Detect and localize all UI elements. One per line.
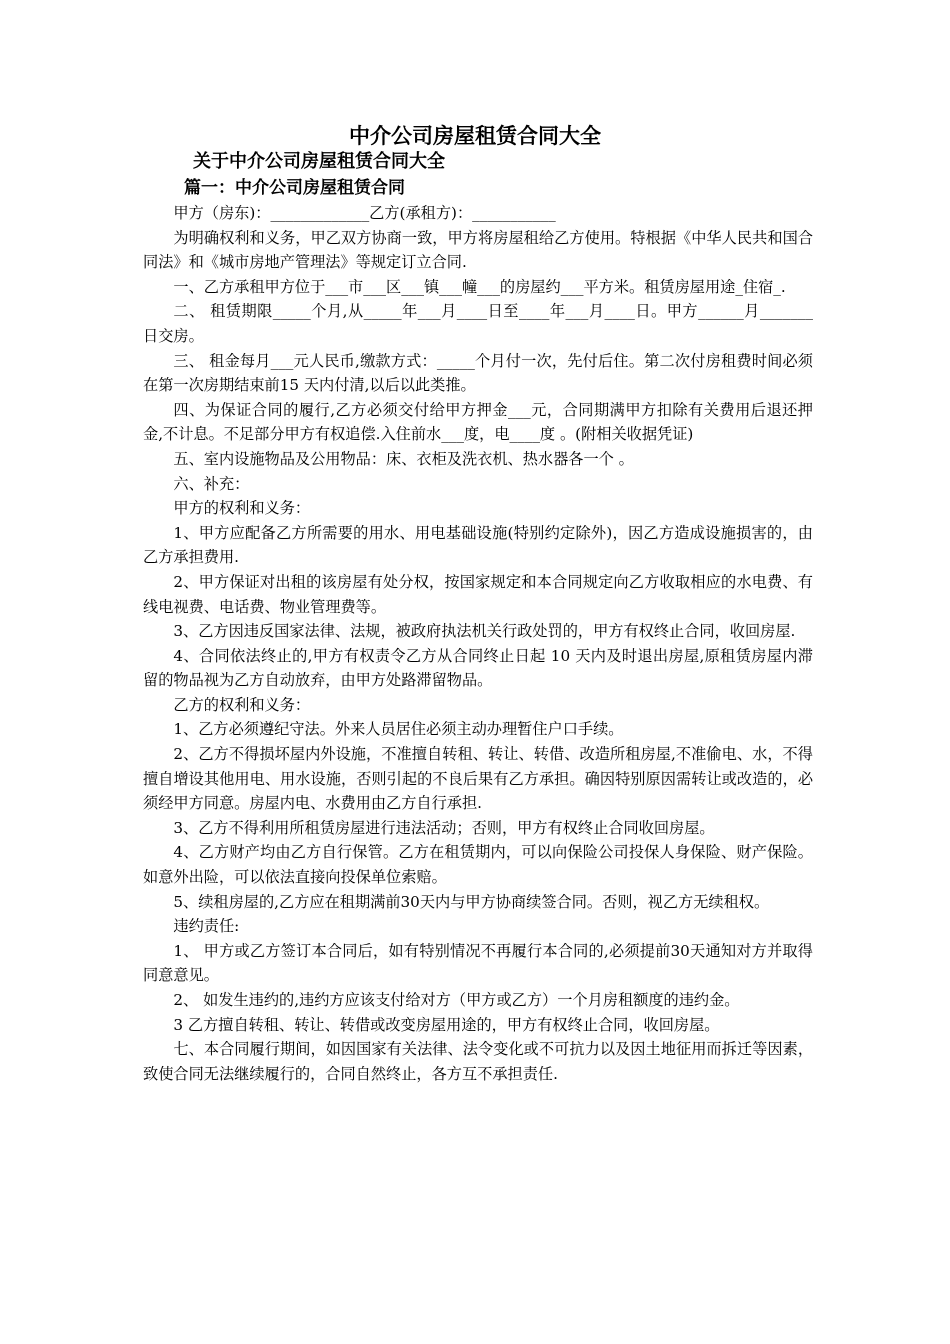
paragraph-clause-7: 七、本合同履行期间，如因国家有关法律、法令变化或不可抗力以及因土地征用而拆迁等因素，致使合同无法继续履行的，合同自然终止，各方互不承担责任. bbox=[143, 1040, 813, 1083]
paragraph-preamble: 为明确权利和义务，甲乙双方协商一致，甲方将房屋租给乙方使用。特根据《中华人民共和国合同法》和《城市房地产管理法》等规定订立合同. bbox=[143, 228, 813, 272]
paragraph-party-a-4: 4、合同依法终止的,甲方有权责令乙方从合同终止日起 10 天内及时退出房屋,原租赁房屋内滞留的物品视为乙方自动放弃，由甲方处路滞留物品。 bbox=[143, 646, 813, 690]
paragraph-party-b-3: 3、乙方不得利用所租赁房屋进行违法活动；否则，甲方有权终止合同收回房屋。 bbox=[173, 818, 715, 837]
paragraph-breach-heading: 违约责任: bbox=[173, 917, 240, 936]
paragraph-party-b-1: 1、乙方必须遵纪守法。外来人员居住必须主动办理暂住户口手续。 bbox=[173, 720, 624, 739]
paragraph-party-a-1: 1、甲方应配备乙方所需要的用水、用电基础设施(特别约定除外)，因乙方造成设施损害的，由乙方承担费用. bbox=[143, 523, 813, 567]
paragraph-breach-2: 2、 如发生违约的,违约方应该支付给对方（甲方或乙方）一个月房租额度的违约金。 bbox=[173, 991, 740, 1009]
paragraph-party-b-4: 4、乙方财产均由乙方自行保管。乙方在租赁期内，可以向保险公司投保人身保险、财产保险。如意外出险，可以依法直接向投保单位索赔。 bbox=[143, 843, 813, 887]
paragraph-clause-4: 四、为保证合同的履行,乙方必须交付给甲方押金___元，合同期满甲方扣除有关费用后退还押金,不计息。不足部分甲方有权追偿.入住前水___度，电____度 。(附相关收据凭证) bbox=[143, 400, 813, 444]
section-heading: 篇一：中介公司房屋租赁合同 bbox=[184, 178, 405, 198]
paragraph-party-b-5: 5、续租房屋的,乙方应在租期满前30天内与甲方协商续签合同。否则，视乙方无续租权。 bbox=[173, 892, 770, 911]
paragraph-party-b-heading: 乙方的权利和义务： bbox=[173, 695, 311, 714]
paragraph-clause-6: 六、补充： bbox=[173, 474, 250, 493]
document-body bbox=[143, 201, 813, 1086]
paragraph-clause-1: 一、乙方承租甲方位于___市___区___镇___幢___的房屋约___平方米。租赁房屋用途_住宿_. bbox=[173, 277, 786, 296]
paragraph-clause-2: 二、 租赁期限_____个月,从_____年___月____日至____年___月____日。甲方______月_______日交房。 bbox=[143, 302, 813, 345]
paragraph-breach-3: 3 乙方擅自转租、转让、转借或改变房屋用途的，甲方有权终止合同，收回房屋。 bbox=[173, 1015, 720, 1034]
paragraph-party-b-2: 2、乙方不得损坏屋内外设施，不准擅自转租、转让、转借、改造所租房屋,不准偷电、水，不得擅自增设其他用电、用水设施，否则引起的不良后果有乙方承担。确因特别原因需转让或改造的，必须经甲方同意。房屋内电、水费用由乙方自行承担. bbox=[143, 745, 813, 813]
document-subtitle: 关于中介公司房屋租赁合同大全 bbox=[193, 151, 445, 172]
paragraph-parties: 甲方（房东)：_____________乙方(承租方)：___________ bbox=[173, 204, 556, 222]
paragraph-party-a-2: 2、甲方保证对出租的该房屋有处分权，按国家规定和本合同规定向乙方收取相应的水电费、有线电视费、电话费、物业管理费等。 bbox=[143, 572, 813, 616]
paragraph-party-a-heading: 甲方的权利和义务： bbox=[173, 499, 311, 518]
paragraph-clause-5: 五、室内设施物品及公用物品：床、衣柜及洗衣机、热水器各一个 。 bbox=[173, 449, 634, 468]
paragraph-clause-3: 三、 租金每月___元人民币,缴款方式：_____个月付一次，先付后住。第二次付房租费时间必须在第一次房期结束前15 天内付清,以后以此类推。 bbox=[143, 351, 813, 395]
paragraph-breach-1: 1、 甲方或乙方签订本合同后，如有特别情况不再履行本合同的,必须提前30天通知对方并取得同意意见。 bbox=[143, 941, 813, 985]
paragraph-party-a-3: 3、乙方因违反国家法律、法规，被政府执法机关行政处罚的，甲方有权终止合同，收回房屋. bbox=[173, 622, 796, 641]
document-title: 中介公司房屋租赁合同大全 bbox=[349, 124, 601, 148]
